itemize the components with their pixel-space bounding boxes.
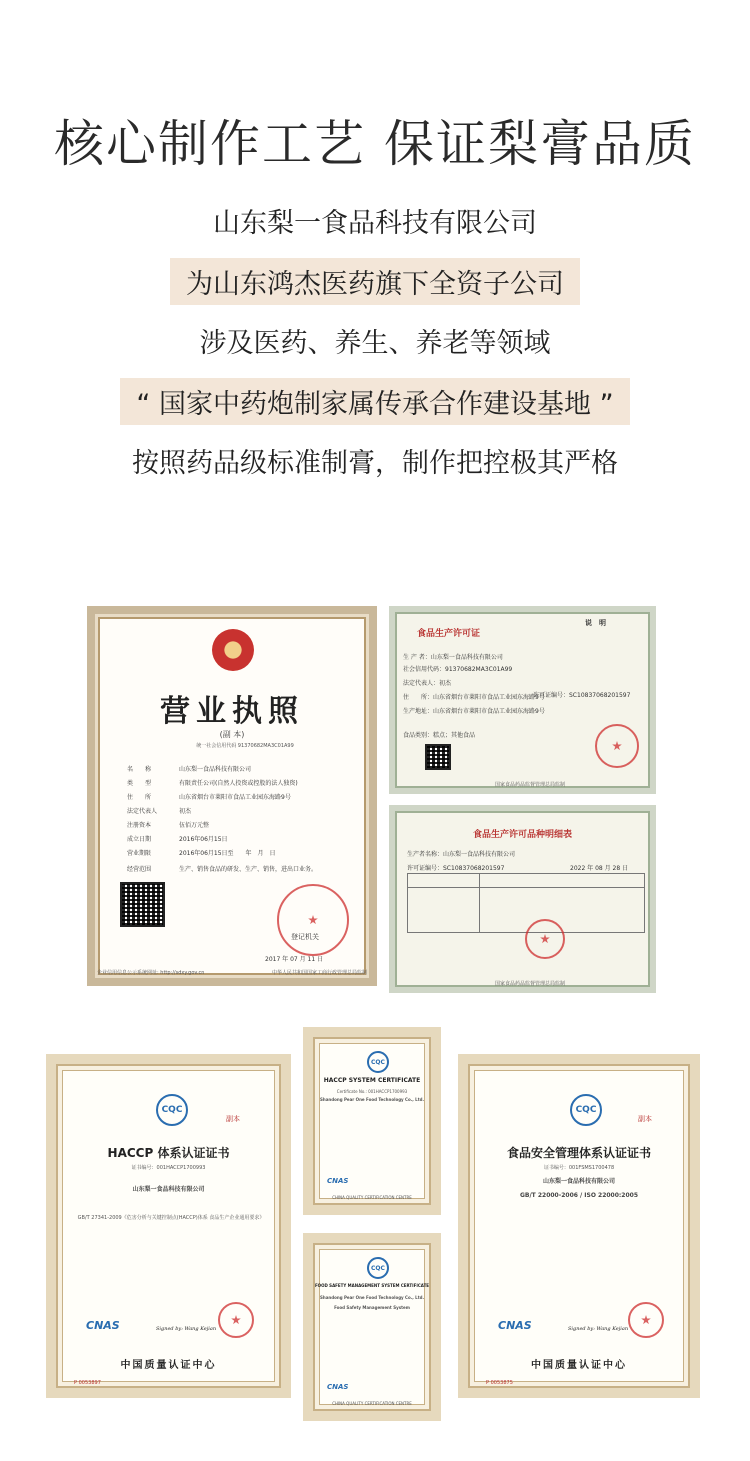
license-footer-right: 中华人民共和国国家工商行政管理总局监制	[271, 970, 367, 976]
food-detail-table	[407, 873, 645, 933]
cnas-logo-icon: CNAS	[498, 1319, 532, 1332]
food-permit-field: 法定代表人：初杰	[403, 680, 452, 687]
haccp-cn-cert-no: 证书编号：001HACCP1700993	[131, 1165, 206, 1171]
cnas-logo-icon: CNAS	[86, 1319, 120, 1332]
license-code: 统一社会信用代码 91370682MA3C01A99	[196, 743, 294, 749]
food-permit-field: 生产地址：山东省烟台市莱阳市食品工业园东海路9号	[403, 708, 545, 715]
license-field: 类 型 有限责任公司(自然人投资或控股的法人独资)	[127, 780, 298, 787]
haccp-en-company: Shandong Pear One Food Technology Co., Ltd.	[319, 1097, 425, 1102]
fsms-en-heading: FOOD SAFETY MANAGEMENT SYSTEM CERTIFICATE	[314, 1283, 430, 1288]
food-permit-field: 住 所：山东省烟台市莱阳市食品工业园东海路9号	[403, 694, 545, 701]
license-sub: (副 本)	[219, 730, 245, 739]
food-permit-heading: 食品生产许可证	[417, 629, 481, 639]
fsms-cn-company: 山东梨一食品科技有限公司	[542, 1178, 615, 1185]
food-detail-issued: 2022 年 08 月 28 日	[570, 865, 629, 872]
business-license-image	[87, 606, 377, 986]
haccp-en-org: CHINA QUALITY CERTIFICATION CENTRE	[332, 1195, 412, 1200]
subsidiary-highlight: 为山东鸿杰医药旗下全资子公司	[170, 258, 580, 305]
license-field: 成立日期 2016年06月15日	[127, 836, 228, 843]
haccp-cn-heading: HACCP 体系认证证书	[107, 1146, 230, 1160]
fsms-cn-heading: 食品安全管理体系认证证书	[506, 1146, 651, 1160]
red-seal-icon	[277, 884, 349, 956]
haccp-en-cert-no: Certificate No.: 001HACCP1700993	[336, 1089, 408, 1094]
food-permit-right-heading: 说 明	[585, 619, 606, 627]
page-title: 核心制作工艺 保证梨膏品质	[54, 115, 696, 173]
haccp-cn-std: GB/T 27341-2009《危害分析与关键控制点(HACCP)体系 食品生产企业通用要求》	[77, 1215, 265, 1221]
cqc-logo-icon: CQC	[367, 1257, 389, 1279]
cqc-logo-icon: CQC	[156, 1094, 188, 1126]
food-permit-code: 许可证编号：SC10837068201597	[533, 692, 631, 699]
base-line	[0, 378, 750, 425]
fsms-cn-stamp: 副本	[638, 1115, 652, 1123]
haccp-cn-serial: P 0053897	[74, 1380, 101, 1386]
red-seal-icon	[628, 1302, 664, 1338]
haccp-cn-org: 中国质量认证中心	[120, 1360, 217, 1371]
food-detail-image	[389, 805, 656, 993]
haccp-en-heading: HACCP SYSTEM CERTIFICATE	[323, 1077, 421, 1084]
national-emblem-icon	[212, 629, 254, 671]
cqc-logo-icon: CQC	[570, 1094, 602, 1126]
red-seal-icon	[595, 724, 639, 768]
food-detail-footer: 国家食品药品监督管理总局监制	[495, 981, 566, 987]
food-permit-field: 社会信用代码：91370682MA3C01A99	[403, 666, 513, 673]
red-seal-icon	[218, 1302, 254, 1338]
qr-code-icon	[425, 744, 451, 770]
fsms-cn-serial: P 0053875	[486, 1380, 513, 1386]
cqc-logo-icon: CQC	[367, 1051, 389, 1073]
haccp-cn-signature: Signed by: Wang Kejian	[156, 1326, 217, 1332]
haccp-en-certificate-image	[303, 1027, 441, 1215]
fsms-en-org: CHINA QUALITY CERTIFICATION CENTRE	[332, 1401, 412, 1406]
food-permit-image	[389, 606, 656, 794]
fsms-cn-cert-no: 证书编号：001FSMS1700478	[543, 1165, 615, 1171]
food-permit-food-type: 食品类别：糕点；其他食品	[403, 732, 476, 739]
food-permit-footer: 国家食品药品监督管理总局监制	[495, 782, 566, 788]
food-permit-field: 生 产 者：山东梨一食品科技有限公司	[403, 654, 503, 661]
subsidiary-line	[0, 258, 750, 305]
standard-line: 按照药品级标准制膏，制作把控极其严格	[132, 448, 618, 479]
license-field: 营业期限 2016年06月15日至 年 月 日	[127, 850, 276, 857]
food-detail-producer: 生产者名称：山东梨一食品科技有限公司	[407, 851, 516, 858]
license-field: 住 所 山东省烟台市莱阳市食品工业园东海路9号	[127, 794, 291, 801]
license-field: 经营范围 生产、销售食品的研发、生产、销售，进出口业务。	[127, 866, 318, 873]
food-detail-code: 许可证编号：SC10837068201597	[407, 865, 505, 872]
fsms-cn-std: GB/T 22000-2006 / ISO 22000:2005	[519, 1192, 639, 1199]
company-name-line: 山东梨一食品科技有限公司	[213, 208, 537, 239]
fsms-cn-certificate-image	[458, 1054, 700, 1398]
license-field: 法定代表人 初杰	[127, 808, 192, 815]
fsms-en-company: Shandong Pear One Food Technology Co., Ltd.	[319, 1295, 425, 1300]
license-authority: 登记机关	[291, 933, 319, 941]
food-detail-heading: 食品生产许可品种明细表	[472, 830, 572, 840]
fsms-en-certificate-image	[303, 1233, 441, 1421]
qr-code-icon	[120, 882, 165, 927]
license-footer-left: 企业信用信息公示系统网址: http://sdxy.gov.cn	[97, 970, 205, 976]
fields-line: 涉及医药、养生、养老等领域	[199, 328, 551, 359]
cnas-logo-icon: CNAS	[327, 1177, 349, 1185]
fsms-en-system: Food Safety Management System	[334, 1305, 410, 1310]
license-heading: 营业执照	[160, 694, 304, 729]
license-field: 名 称 山东梨一食品科技有限公司	[127, 766, 252, 773]
haccp-cn-company: 山东梨一食品科技有限公司	[132, 1186, 205, 1193]
haccp-cn-stamp: 副本	[226, 1115, 240, 1123]
base-highlight: “ 国家中药炮制家属传承合作建设基地 ”	[120, 378, 629, 425]
fsms-cn-org: 中国质量认证中心	[531, 1360, 627, 1371]
fsms-cn-signature: Signed by: Wang Kejian	[568, 1326, 629, 1332]
cnas-logo-icon: CNAS	[327, 1383, 349, 1391]
haccp-cn-certificate-image	[46, 1054, 291, 1398]
license-field: 注册资本 伍佰万元整	[127, 822, 210, 829]
license-date: 2017 年 07 月 11 日	[265, 956, 324, 963]
red-seal-icon	[525, 919, 565, 959]
